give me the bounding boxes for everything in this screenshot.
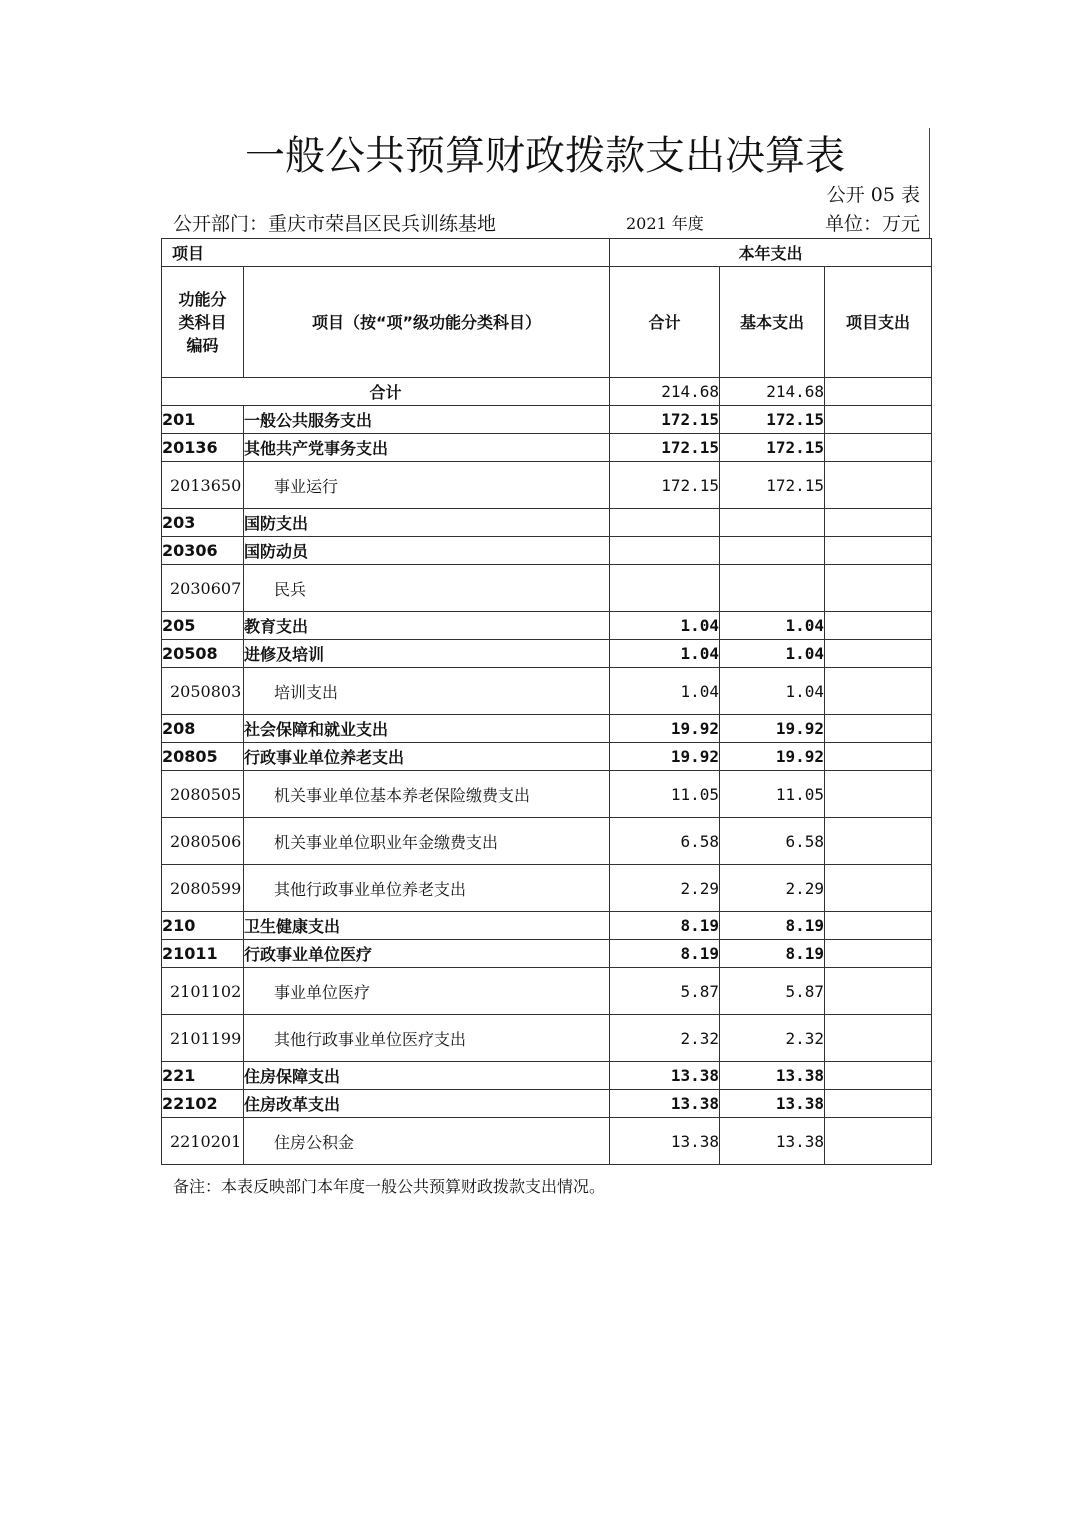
table-row xyxy=(162,640,932,668)
row-project xyxy=(825,743,932,771)
row-code: 205 xyxy=(162,612,244,640)
row-name: 国防支出 xyxy=(244,509,610,537)
row-total: 5.87 xyxy=(610,968,720,1015)
row-basic: 172.15 xyxy=(720,406,825,434)
row-name: 其他行政事业单位养老支出 xyxy=(244,865,610,912)
row-total: 172.15 xyxy=(610,462,720,509)
table-row xyxy=(162,406,932,434)
table-row xyxy=(162,434,932,462)
row-code: 201 xyxy=(162,406,244,434)
row-project xyxy=(825,509,932,537)
row-basic: 13.38 xyxy=(720,1062,825,1090)
row-project xyxy=(825,968,932,1015)
row-name: 其他共产党事务支出 xyxy=(244,434,610,462)
row-code: 20805 xyxy=(162,743,244,771)
header-project-expenditure: 项目支出 xyxy=(825,267,932,378)
table-row xyxy=(162,462,932,509)
fiscal-year: 2021 年度 xyxy=(626,214,704,233)
row-basic xyxy=(720,509,825,537)
row-total: 13.38 xyxy=(610,1062,720,1090)
row-name: 机关事业单位职业年金缴费支出 xyxy=(244,818,610,865)
row-total: 13.38 xyxy=(610,1090,720,1118)
header-code: 功能分类科目编码 xyxy=(162,267,244,378)
expenditure-table xyxy=(161,238,932,1165)
header-row-2 xyxy=(162,267,932,378)
footnote: 备注：本表反映部门本年度一般公共预算财政拨款支出情况。 xyxy=(173,1177,606,1196)
row-project xyxy=(825,1015,932,1062)
row-basic: 1.04 xyxy=(720,640,825,668)
table-row xyxy=(162,865,932,912)
row-project xyxy=(825,462,932,509)
row-total: 2.32 xyxy=(610,1015,720,1062)
row-basic: 19.92 xyxy=(720,715,825,743)
table-row xyxy=(162,912,932,940)
table-row xyxy=(162,1090,932,1118)
row-total xyxy=(610,509,720,537)
row-name: 行政事业单位医疗 xyxy=(244,940,610,968)
table-row xyxy=(162,743,932,771)
row-total: 2.29 xyxy=(610,865,720,912)
row-project xyxy=(825,865,932,912)
row-total: 8.19 xyxy=(610,940,720,968)
row-code: 208 xyxy=(162,715,244,743)
row-code: 2101199 xyxy=(162,1015,244,1062)
row-code: 2080505 xyxy=(162,771,244,818)
row-name: 住房改革支出 xyxy=(244,1090,610,1118)
row-basic: 8.19 xyxy=(720,912,825,940)
row-basic: 13.38 xyxy=(720,1118,825,1165)
row-name: 培训支出 xyxy=(244,668,610,715)
row-name: 机关事业单位基本养老保险缴费支出 xyxy=(244,771,610,818)
row-project xyxy=(825,715,932,743)
table-row xyxy=(162,1062,932,1090)
row-name: 事业运行 xyxy=(244,462,610,509)
row-name: 国防动员 xyxy=(244,537,610,565)
row-code: 2050803 xyxy=(162,668,244,715)
table-row xyxy=(162,968,932,1015)
row-code: 21011 xyxy=(162,940,244,968)
row-total: 19.92 xyxy=(610,715,720,743)
row-basic: 1.04 xyxy=(720,612,825,640)
row-project xyxy=(825,565,932,612)
row-code: 2210201 xyxy=(162,1118,244,1165)
row-name: 其他行政事业单位医疗支出 xyxy=(244,1015,610,1062)
row-code: 2013650 xyxy=(162,462,244,509)
row-code: 2101102 xyxy=(162,968,244,1015)
header-row-1 xyxy=(162,239,932,267)
row-project xyxy=(825,771,932,818)
row-total: 19.92 xyxy=(610,743,720,771)
table-row xyxy=(162,612,932,640)
row-basic: 172.15 xyxy=(720,462,825,509)
department-label: 公开部门：重庆市荣昌区民兵训练基地 xyxy=(173,213,497,235)
table-row xyxy=(162,1118,932,1165)
row-code: 2080599 xyxy=(162,865,244,912)
row-code: 20306 xyxy=(162,537,244,565)
row-project xyxy=(825,537,932,565)
row-basic: 172.15 xyxy=(720,434,825,462)
row-basic xyxy=(720,537,825,565)
row-total: 6.58 xyxy=(610,818,720,865)
row-project xyxy=(825,668,932,715)
row-basic xyxy=(720,565,825,612)
header-total: 合计 xyxy=(610,267,720,378)
row-basic: 6.58 xyxy=(720,818,825,865)
row-code: 203 xyxy=(162,509,244,537)
row-basic: 19.92 xyxy=(720,743,825,771)
row-name: 教育支出 xyxy=(244,612,610,640)
row-name: 住房公积金 xyxy=(244,1118,610,1165)
row-code: 2080506 xyxy=(162,818,244,865)
row-code: 2030607 xyxy=(162,565,244,612)
table-row xyxy=(162,537,932,565)
row-name: 民兵 xyxy=(244,565,610,612)
row-total xyxy=(610,565,720,612)
row-basic: 11.05 xyxy=(720,771,825,818)
table-row xyxy=(162,565,932,612)
table-row xyxy=(162,715,932,743)
row-project xyxy=(825,406,932,434)
total-amount: 214.68 xyxy=(610,378,720,406)
row-code: 221 xyxy=(162,1062,244,1090)
row-project xyxy=(825,940,932,968)
row-name: 事业单位医疗 xyxy=(244,968,610,1015)
row-name: 社会保障和就业支出 xyxy=(244,715,610,743)
row-project xyxy=(825,1118,932,1165)
total-label: 合计 xyxy=(162,378,610,406)
row-code: 22102 xyxy=(162,1090,244,1118)
page-title: 一般公共预算财政拨款支出决算表 xyxy=(245,133,845,179)
row-project xyxy=(825,1090,932,1118)
row-project xyxy=(825,1062,932,1090)
row-project xyxy=(825,912,932,940)
row-code: 210 xyxy=(162,912,244,940)
table-row xyxy=(162,771,932,818)
table-row xyxy=(162,940,932,968)
row-total: 1.04 xyxy=(610,640,720,668)
row-name: 行政事业单位养老支出 xyxy=(244,743,610,771)
row-basic: 8.19 xyxy=(720,940,825,968)
row-total: 1.04 xyxy=(610,668,720,715)
row-total: 11.05 xyxy=(610,771,720,818)
total-project xyxy=(825,378,932,406)
row-project xyxy=(825,640,932,668)
row-project xyxy=(825,434,932,462)
row-total: 172.15 xyxy=(610,434,720,462)
row-project xyxy=(825,818,932,865)
row-name: 进修及培训 xyxy=(244,640,610,668)
row-total: 1.04 xyxy=(610,612,720,640)
unit-label: 单位：万元 xyxy=(824,213,920,235)
row-code: 20508 xyxy=(162,640,244,668)
total-row xyxy=(162,378,932,406)
table-row xyxy=(162,509,932,537)
header-name: 项目（按“项”级功能分类科目） xyxy=(244,267,610,378)
row-name: 卫生健康支出 xyxy=(244,912,610,940)
row-name: 住房保障支出 xyxy=(244,1062,610,1090)
row-basic: 2.32 xyxy=(720,1015,825,1062)
row-basic: 1.04 xyxy=(720,668,825,715)
table-row xyxy=(162,1015,932,1062)
total-basic: 214.68 xyxy=(720,378,825,406)
table-row xyxy=(162,818,932,865)
row-total xyxy=(610,537,720,565)
row-total: 8.19 xyxy=(610,912,720,940)
header-current-year: 本年支出 xyxy=(610,239,932,267)
row-project xyxy=(825,612,932,640)
row-code: 20136 xyxy=(162,434,244,462)
header-basic: 基本支出 xyxy=(720,267,825,378)
row-total: 13.38 xyxy=(610,1118,720,1165)
row-total: 172.15 xyxy=(610,406,720,434)
row-basic: 13.38 xyxy=(720,1090,825,1118)
header-project: 项目 xyxy=(162,239,610,267)
row-name: 一般公共服务支出 xyxy=(244,406,610,434)
table-row xyxy=(162,668,932,715)
form-number: 公开 05 表 xyxy=(826,184,920,206)
row-basic: 2.29 xyxy=(720,865,825,912)
row-basic: 5.87 xyxy=(720,968,825,1015)
